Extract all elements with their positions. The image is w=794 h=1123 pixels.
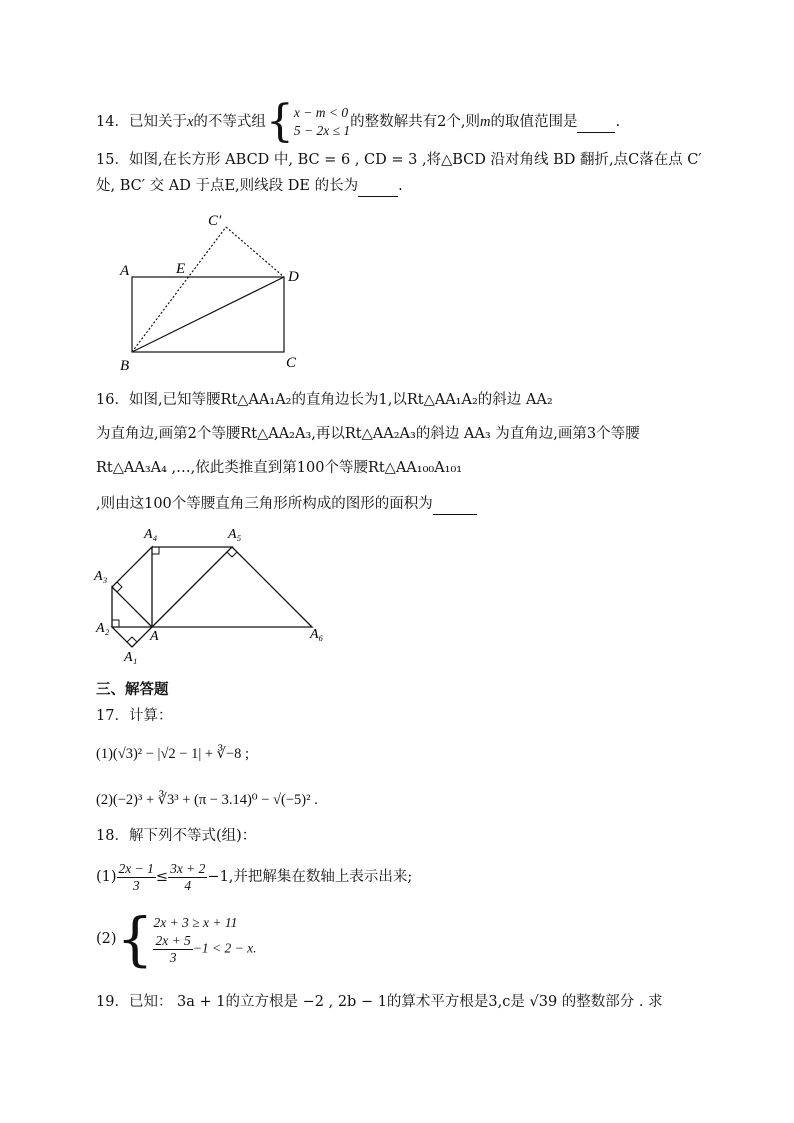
diagonal-bd	[132, 277, 284, 352]
q15-figure	[110, 205, 330, 380]
q18-part2: (2){ 2x + 3 ≥ x + 11 $\frac{2x + 5}{3}$ −1 < 2 − x.	[96, 905, 257, 973]
answer-blank[interactable]	[577, 112, 615, 133]
right-angle-a5	[227, 552, 237, 557]
answer-blank[interactable]	[433, 494, 477, 515]
label-a5: A₅	[228, 527, 242, 542]
right-angle-a4	[152, 547, 159, 554]
inequality-system: x − m < 0 5 − 2x ≤ 1	[293, 105, 351, 138]
q18-title: 18．解下列不等式(组)：	[96, 828, 257, 844]
q19: 19．已知： 3a + 1的立方根是 −2 , 2b − 1的算术平方根是3,c是 √39 的整数部分 . 求	[96, 994, 663, 1010]
q16-line2: 为直角边,画第2个等腰Rt△AA₂A₃,再以Rt△AA₂A₃的斜边 AA₃ 为直角边,画第3个等腰	[96, 426, 640, 442]
label-a3: A₃	[94, 569, 108, 584]
triangle-3	[112, 547, 152, 627]
q14-number: 14．	[96, 114, 129, 130]
segment-bc-prime	[132, 227, 226, 352]
q16-line3: Rt△AA₃A₄ ,…,依此类推直到第100个等腰Rt△AA₁₀₀A₁₀₁	[96, 460, 463, 476]
q15-line1: 15．如图,在长方形 ABCD 中, BC = 6 , CD = 3 ,将△BCD 沿对角线 BD 翻折,点C落在点 C′	[96, 152, 702, 168]
q17-title: 17．计算：	[96, 708, 173, 724]
label-a: A	[120, 263, 130, 279]
right-angle-a3	[117, 582, 122, 592]
right-angle-a1	[127, 637, 137, 642]
label-a1: A₁	[124, 650, 138, 665]
triangle-5	[152, 547, 312, 627]
right-angle-a2	[112, 620, 119, 627]
q17-part1: (1)(√3)² − |√2 − 1| + ∛−8 ;	[96, 746, 249, 762]
label-a6: A₆	[310, 627, 324, 642]
left-brace: {	[265, 96, 294, 147]
section-heading: 三、解答题	[96, 682, 169, 698]
triangle-2	[112, 587, 152, 627]
left-brace: {	[116, 905, 154, 973]
q15-line2: 处, BC′ 交 AD 于点E,则线段 DE 的长为 .	[96, 176, 403, 197]
label-e: E	[176, 261, 186, 277]
label-b: B	[120, 358, 130, 374]
label-c-prime: C′	[208, 213, 222, 229]
q17-part2: (2)(−2)³ + ∛3³ + (π − 3.14)⁰ − √(−5)² .	[96, 792, 318, 808]
q14: 14．已知关于x的不等式组{ x − m < 0 5 − 2x ≤ 1 的整数解共有2个,则m的取值范围是 .	[96, 96, 621, 147]
segment-c-prime-d	[226, 227, 284, 277]
q18-part1: (1) $\frac{2x - 1}{3}$ ≤ $\frac{3x + 2}{4}$ −1,并把解集在数轴上表示出来;	[96, 860, 413, 893]
label-a4: A₄	[144, 527, 158, 542]
label-a: A	[150, 629, 159, 644]
q16-line4: ,则由这100个等腰直角三角形所构成的图形的面积为	[96, 494, 477, 515]
inequality-system: 2x + 3 ≥ x + 11 $\frac{2x + 5}{3}$ −1 < 2 − x.	[153, 914, 257, 965]
answer-blank[interactable]	[358, 176, 398, 197]
label-d: D	[288, 269, 299, 285]
label-c: C	[286, 355, 297, 371]
q16-line1: 16．如图,已知等腰Rt△AA₁A₂的直角边长为1,以Rt△AA₁A₂的斜边 AA₂	[96, 392, 553, 408]
label-a2: A₂	[96, 621, 110, 636]
q16-figure	[90, 520, 335, 665]
triangle-4	[152, 547, 232, 627]
